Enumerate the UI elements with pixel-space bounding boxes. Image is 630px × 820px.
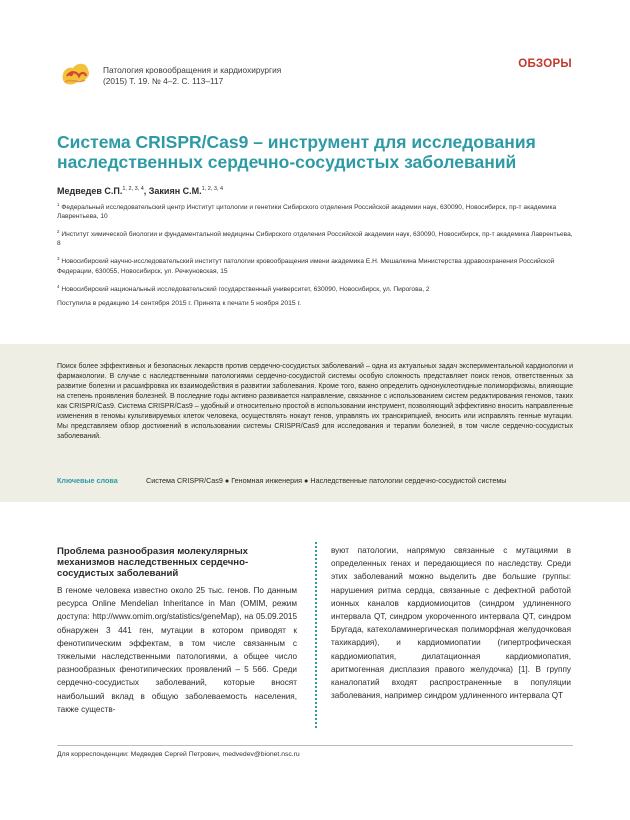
footnote-rule <box>57 745 573 746</box>
author-2: Закиян С.М. <box>148 186 202 196</box>
authors <box>57 186 223 196</box>
section-heading: Проблема разнообразия молекулярных механизмов наследственных сердечно-сосудистых заболеваний <box>57 546 249 579</box>
affiliation-4 <box>57 282 577 294</box>
author-1: Медведев С.П. <box>57 186 123 196</box>
affiliation-text: Институт химической биологии и фундаментальной медицины Сибирского отделения Российской академии наук, 630090, Новосибирск, пр-т академика Лаврентьева, 8 <box>57 231 573 248</box>
title-line-2: наследственных сердечно-сосудистых заболеваний <box>57 152 517 172</box>
affiliation-1 <box>57 200 577 221</box>
article-title <box>57 132 577 172</box>
keywords-text: Система CRISPR/Cas9 ● Геномная инженерия ● Наследственные патологии сердечно-сосудистой системы <box>146 476 507 485</box>
column-divider <box>315 542 317 728</box>
journal-logo-icon <box>57 58 93 88</box>
affiliation-num: 3 <box>57 256 60 262</box>
affiliation-num: 1 <box>57 202 60 207</box>
affiliation-text: Новосибирский национальный исследовательский государственный университет, 630090, Новосибирск, ул. Пирогова, 2 <box>61 285 430 293</box>
author-2-affil: 1, 2, 3, 4 <box>201 186 224 192</box>
body-column-1: В геноме человека известно около 25 тыс. генов. По данным ресурса Online Mendelian Inheritance in Man (OMIM, режим доступа: http://www.omim.org/statistics/geneMap), на 05.09.2015 обнаружен 3 441 ген, мутации в котором приводят к фенотипическим эффектам, в том числе связанным с тяжелыми наследственными патологиями, а общее число разнообразных фенотипических проявлений – 5 566. Среди сердечно-сосудистых заболеваний, которые вносят наибольший вклад в общую заболеваемость населения, также существ- <box>57 586 297 714</box>
journal-name: Патология кровообращения и кардиохирургия <box>103 65 282 75</box>
journal-info <box>103 65 281 87</box>
affiliation-num: 4 <box>57 283 60 289</box>
abstract: Поиск более эффективных и безопасных лекарств против сердечно-сосудистых заболеваний – одна из актуальных задач экспериментальной кардиологии и фармакологии. В случае с наследственными патологиями сердечно-сосудистой системы особую сложность представляет поиск генов, ответственных за развитие болезни и расшифровка их взаимодействия в развитии заболевания. Кроме того, важно определить однонуклеотидные полиморфизмы, влияющие на степень проявления болезней. В последние годы активно развивается направление, связанное с использованием систем редактирования геномов, таких как CRISPR/Cas9. Система CRISPR/Cas9 – удобный и относительно простой в использовании инструмент, позволяющий эффективно вносить направленные изменения в геномы культивируемых клеток человека, осуществлять нокаут генов, управлять их транскрипцией, вносить или исправлять генные мутации. Мы представляем обзор достижений в использовании системы CRISPR/Cas9 для исследования и терапии болезней, в том числе сердечно-сосудистых заболеваний. <box>57 363 573 440</box>
journal-issue: (2015) Т. 19. № 4–2. С. 113–117 <box>103 76 224 86</box>
title-line-1: Система CRISPR/Cas9 – инструмент для исследования <box>57 132 536 152</box>
affiliation-num: 2 <box>57 229 60 235</box>
keywords-label: Ключевые слова <box>57 476 118 485</box>
affiliation-3 <box>57 254 577 275</box>
affiliation-2 <box>57 227 577 248</box>
body-column-2: вуют патологии, напрямую связанные с мутациями в определенных генах и передающиеся по наследству. Среди этих заболеваний можно выделить две большие группы: нарушения ритма сердца, связанные с дефектной работой ионных каналов кардиомиоцитов (синдром удлиненного интервала QT, синдром укороченного интервала QT, синдром Бругада, катехоламинергическая полиморфная желудочковая тахикардия), и кардиомиопатии (гипертрофическая кардиомиопатия, дилатационная кардиомиопатия, аритмогенная дисплазия правого желудочка) [1]. В группу каналопатий входят распространенные в популяции заболевания, например синдром удлиненного интервала QT <box>331 546 571 701</box>
affiliation-text: Федеральный исследовательский центр Институт цитологии и генетики Сибирского отделения Российской академии наук, 630090, Новосибирск, пр-т академика Лаврентьева, 10 <box>57 204 557 221</box>
author-1-affil: 1, 2, 3, 4 <box>122 186 144 192</box>
affiliations <box>57 200 577 300</box>
author-separator: , <box>143 186 149 196</box>
correspondence-footnote: Для корреспонденции: Медведев Сергей Петрович, medvedev@bionet.nsc.ru <box>57 751 300 758</box>
received-dates: Поступила в редакцию 14 сентября 2015 г. Принята к печати 5 ноября 2015 г. <box>57 300 302 307</box>
section-tag: ОБЗОРЫ <box>518 58 572 70</box>
affiliation-text: Новосибирский научно-исследовательский институт патологии кровообращения имени академика Е.Н. Мешалкина Министерства здравоохранения Российской Федерации, 630055, Новосибирск, ул. Речкуновская, 15 <box>57 258 555 275</box>
